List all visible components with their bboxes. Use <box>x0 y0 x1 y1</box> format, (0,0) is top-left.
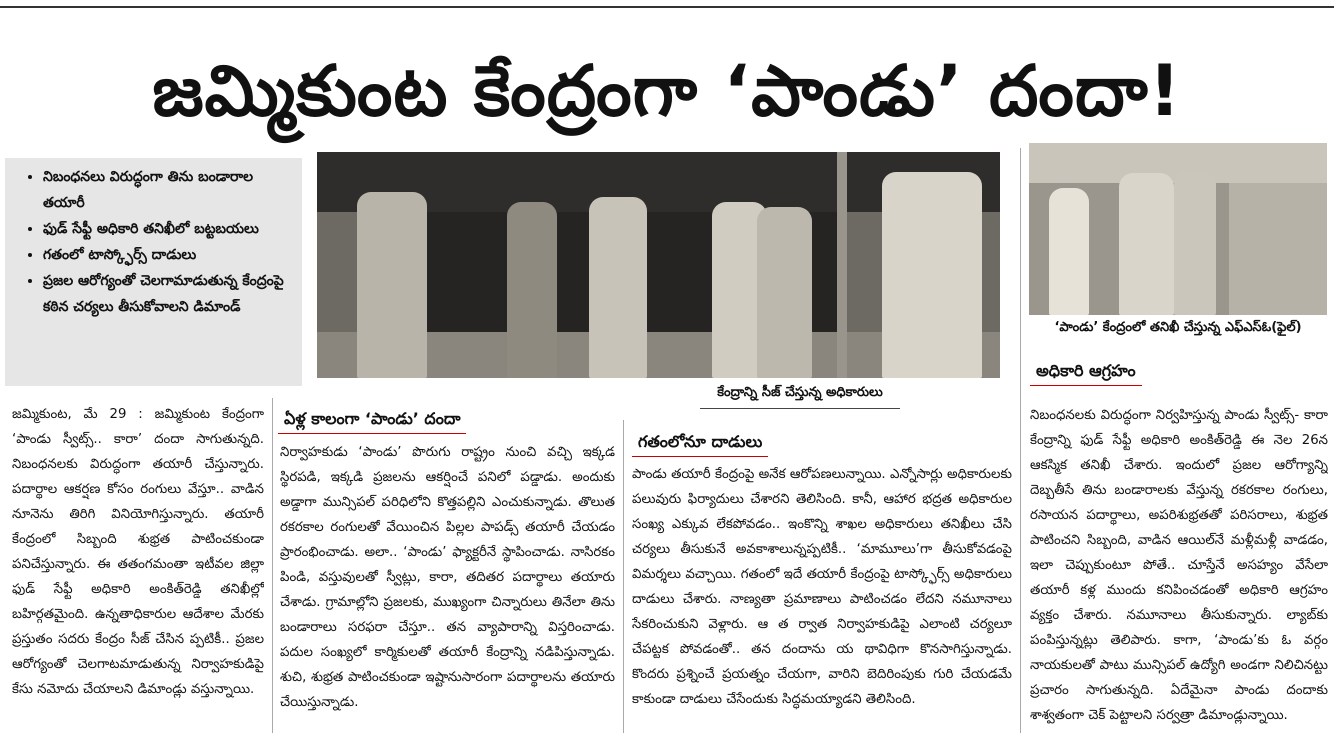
highlights-list <box>25 164 294 320</box>
highlight-item: • ప్రజల ఆరోగ్యంతో చెలగామాడుతున్న కేంద్రంపై కఠిన చర్యలు తీసుకోవాలని డిమాండ్ <box>43 268 294 320</box>
subhead-col3: గతంలోనూ దాడులు <box>632 428 768 457</box>
article-column-3: పాండు తయారీ కేంద్రంపై అనేక ఆరోపణలున్నాయి. ఎన్నోసార్లు అధికారులకు పలువురు ఫిర్యాదులు చేశారని తెలిసింది. కానీ, ఆహార భద్రత అధికారుల సంఖ్య ఎక్కువ లేకపోవడం.. ఇంకొన్ని శాఖల అధికారులు తనిఖీలు చేసి చర్యలు తీసుకునే అవకాశాలున్నప్పటికీ.. ‘మామూలు’గా తీసుకోవడంపై విమర్శలు వచ్చాయి. గతంలో ఇదే తయారీ కేంద్రంపై టాస్క్ఫోర్స్ అధికారులు దాడులు చేశారు. నాణ్యతా ప్రమాణాలు పాటించడం లేదని నమూనాలు సేకరించుకుని వెళ్లారు. ఆ త ర్వాత నిర్వాహకుడిపై ఎలాంటి చర్యలూ చేపట్టక పోవడంతో.. తన దందాను య థావిధిగా కొనసాగిస్తున్నాడు. కొందరు ప్రశ్నించే ప్రయత్నం చేయగా, వారిని బెదిరింపుకు గురి చేయడమే కాకుండా దాడులు చేసేందుకు సిద్ధమయ్యాడని తెలిసింది. <box>632 467 1012 707</box>
main-photo-caption: కేంద్రాన్ని సీజ్ చేస్తున్న అధికారులు <box>717 385 883 400</box>
caption-underline <box>700 408 900 409</box>
column-divider <box>623 420 624 733</box>
side-photo <box>1029 143 1327 315</box>
column-divider <box>272 398 273 733</box>
main-photo <box>317 152 1000 378</box>
subhead-col4: అధికారి ఆగ్రహం <box>1030 357 1142 386</box>
highlight-item: • నిబంధనలు విరుద్ధంగా తిను బండారాల తయారీ <box>43 164 294 216</box>
highlight-item: • గతంలో టాస్క్ఫోర్స్ దాడులు <box>43 242 294 268</box>
article-column-4: నిబంధనలకు విరుద్ధంగా నిర్వహిస్తున్న పాండు స్వీట్స్- కారా కేంద్రాన్ని ఫుడ్ సేఫ్టీ అధికారి అంకిత్‌రెడ్డి ఈ నెల 26న ఆకస్మిక తనిఖీ చేశారు. ఇందులో ప్రజల ఆరోగ్యాన్ని దెబ్బతీసే తిను బండారాలకు వేస్తున్న రకరకాల రంగులు, రసాయన పదార్థాలు, అపరిశుభ్రతతో పరిసరాలు, శుభ్రత పాటించని సిబ్బంది, వాడిన ఆయిల్‌నే మళ్లీమళ్లీ వాడడం, ఇలా చెప్పుకుంటూ పోతే.. చూస్తేనే అసహ్యం వేసేలా తయారీ కళ్ల ముందు కనిపించడంతో అధికారి ఆగ్రహం వ్యక్తం చేశారు. నమూనాలు తీసుకున్నారు. ల్యాబ్‌కు పంపిస్తున్నట్లు తెలిపారు. కాగా, ‘పాండు’కు ఓ వర్గం నాయకులతో పాటు మున్సిపల్ ఉద్యోగి అండగా నిలిచినట్టు ప్రచారం సాగుతున్నది. ఏదేమైనా పాండు దందాకు శాశ్వతంగా చెక్ పెట్టాలని సర్వత్రా డిమాండ్లున్నాయి. <box>1030 408 1328 723</box>
headline: జమ్మికుంట కేంద్రంగా ‘పాండు’ దందా! <box>152 50 1182 132</box>
subhead-col2: ఏళ్ల కాలంగా ‘పాండు’ దందా <box>278 405 466 434</box>
highlights-box <box>5 158 302 386</box>
top-rule <box>0 6 1334 8</box>
column-divider <box>1020 148 1021 733</box>
article-column-2: నిర్వాహకుడు ‘పాండు’ పొరుగు రాష్ట్రం నుంచి వచ్చి ఇక్కడ స్థిరపడి, ఇక్కడి ప్రజలను ఆకర్షించే పనిలో పడ్డాడు. అందుకు అడ్డాగా మున్సిపల్ పరిధిలోని కొత్తపల్లిని ఎంచుకున్నాడు. తొలుత రకరకాల రంగులతో వేయించిన పిల్లల పాపడ్స్ తయారీ చేయడం ప్రారంభించాడు. అలా.. ‘పాండు’ ఫ్యాక్టరీనే స్థాపించాడు. నాసిరకం పిండి, వస్తువులతో స్వీట్లు, కారా, తదితర పదార్థాలు తయారు చేశాడు. గ్రామాల్లోని ప్రజలకు, ముఖ్యంగా చిన్నారులు తినేలా తిను బండారాలు సరఫరా చేస్తూ.. తన వ్యాపారాన్ని విస్తరించాడు. పదుల సంఖ్యలో కార్మికులతో తయారీ కేంద్రాన్ని నడిపిస్తున్నాడు. శుచి, శుభ్రత పాటించకుండా ఇష్టానుసారంగా పదార్థాలను తయారు చేయిస్తున్నాడు. <box>280 445 615 710</box>
article-column-1: జమ్మికుంట, మే 29 : జమ్మికుంట కేంద్రంగా ‘పాండు స్వీట్స్.. కారా’ దందా సాగుతున్నది. నిబంధనలకు విరుద్ధంగా తయారీ చేస్తున్నారు. పదార్థాల ఆకర్షణ కోసం రంగులు వేస్తూ.. వాడిన నూనెను తిరిగి వినియోగిస్తున్నారు. తయారీ కేంద్రంలో సిబ్బంది శుభ్రత పాటించకుండా పనిచేస్తున్నారు. ఈ తతంగమంతా ఇటీవల జిల్లా ఫుడ్ సేఫ్టీ అధికారి అంకిత్‌రెడ్డి తనిఖీల్లో బహిర్గతమైంది. ఉన్నతాధికారుల ఆదేశాల మేరకు ప్రస్తుతం సదరు కేంద్రం సీజ్ చేసిన ప్పటికీ.. ప్రజల ఆరోగ్యంతో చెలగాటమాడుతున్న నిర్వాహకుడిపై కేసు నమోదు చేయాలని డిమాండ్లు వస్తున్నాయి. <box>12 407 264 697</box>
highlight-item: • ఫుడ్ సేఫ్టీ అధికారి తనిఖీలో బట్టబయలు <box>43 216 294 242</box>
side-photo-caption: ‘పాండు’ కేంద్రంలో తనిఖీ చేస్తున్న ఎఫ్ఎస్ఓ(ఫైల్) <box>1054 320 1302 335</box>
